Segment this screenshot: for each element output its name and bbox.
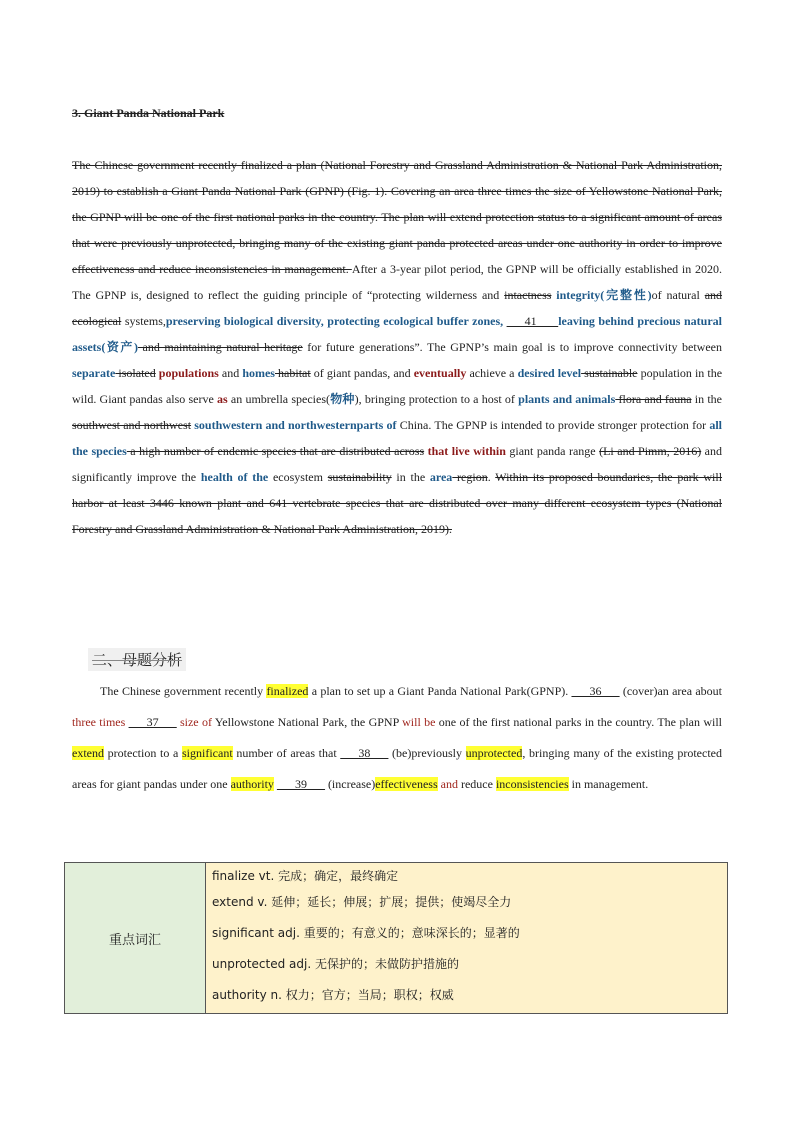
text-run: ___38___ bbox=[340, 746, 389, 760]
text-run: ___37___ bbox=[128, 715, 177, 729]
text-run: one of the first national parks in the country. The plan will bbox=[435, 715, 722, 729]
text-run: of natural bbox=[651, 288, 705, 302]
text-run: authority bbox=[230, 777, 274, 791]
text-run: (be)previously bbox=[388, 746, 466, 760]
text-run: and bbox=[440, 777, 458, 791]
text-run: intactness bbox=[504, 288, 552, 302]
text-run: for future generations”. The GPNP’s main goal is to improve connectivity between bbox=[302, 340, 722, 354]
text-run: plants and animals bbox=[518, 392, 616, 406]
text-run: all the species bbox=[72, 418, 722, 458]
text-run: Yellowstone National Park, the GPNP bbox=[211, 715, 403, 729]
text-run: 物种 bbox=[330, 392, 355, 406]
text-run: , bringing many of the existing protected areas for giant pandas under one bbox=[72, 746, 722, 791]
text-run: finalized bbox=[266, 684, 309, 698]
vocab-entry: authority n. 权力；官方；当局；职权；权威 bbox=[212, 988, 454, 1002]
text-run: sustainability bbox=[327, 470, 392, 484]
text-run: habitat bbox=[274, 366, 311, 380]
vocabulary-table bbox=[64, 862, 728, 1014]
section-heading: 3. Giant Panda National Park bbox=[72, 106, 225, 120]
text-run: ___41___ bbox=[506, 314, 559, 328]
text-run: effectiveness bbox=[375, 777, 438, 791]
text-run: of giant pandas, and bbox=[310, 366, 414, 380]
text-run: three times bbox=[72, 715, 126, 729]
vocab-label: 重点词汇 bbox=[65, 863, 206, 1014]
text-run: that live within bbox=[424, 444, 506, 458]
text-run: area bbox=[429, 470, 453, 484]
text-run: desired level bbox=[517, 366, 582, 380]
text-run: and ecological bbox=[72, 288, 723, 328]
text-run: ), bringing protection to a host of bbox=[354, 392, 519, 406]
text-run: number of areas that bbox=[232, 746, 341, 760]
text-run: a high number of endemic species that are distributed across bbox=[126, 444, 425, 458]
text-run: ___39___ bbox=[276, 777, 325, 791]
text-run: (cover)an area about bbox=[619, 684, 723, 698]
passage-paragraph bbox=[72, 152, 722, 542]
text-run: systems, bbox=[121, 314, 166, 328]
text-run: in the bbox=[691, 392, 722, 406]
text-run: southwest and northwest bbox=[72, 418, 192, 432]
text-run: The Chinese government recently bbox=[100, 684, 267, 698]
text-run: eventually bbox=[413, 366, 467, 380]
text-run: region bbox=[452, 470, 488, 484]
text-run: reduce bbox=[457, 777, 496, 791]
text-run: homes bbox=[242, 366, 275, 380]
text-run: in the bbox=[391, 470, 430, 484]
text-run: ___36___ bbox=[571, 684, 620, 698]
vocab-entry: significant adj. 重要的；有意义的；意味深长的；显著的 bbox=[212, 926, 520, 940]
text-run: achieve a bbox=[466, 366, 518, 380]
text-run: separate bbox=[72, 366, 116, 380]
text-run: and bbox=[218, 366, 243, 380]
text-run: southwestern and northwesternparts of bbox=[191, 418, 400, 432]
text-run: in management. bbox=[568, 777, 649, 791]
text-run: populations bbox=[155, 366, 219, 380]
text-run: After a 3-year pilot period, the GPNP will be officially established in 2020. The GPNP is, designed to reflect the guiding principle of “protecting wilderness and bbox=[72, 262, 722, 302]
text-run: unprotected bbox=[465, 746, 523, 760]
vocab-entry: finalize vt. 完成；确定，最终确定 bbox=[212, 869, 399, 883]
text-run: isolated bbox=[115, 366, 156, 380]
text-run: . bbox=[487, 470, 496, 484]
text-run: integrity(完整性) bbox=[551, 288, 652, 302]
text-run: and significantly improve the bbox=[72, 444, 723, 484]
text-run: Within its proposed boundaries, the park will harbor at least 3446 known plant and 641 vertebrate species that are distributed over many different ecosystem types (National Forestry and Grassland Administration & National Park Administration, 2019). bbox=[72, 470, 723, 536]
vocab-items bbox=[206, 863, 728, 1014]
text-run: sustainable bbox=[581, 366, 638, 380]
text-run: population in the wild. Giant pandas also serve bbox=[72, 366, 723, 406]
text-run: a plan to set up a Giant Panda National Park(GPNP). bbox=[308, 684, 572, 698]
text-run: (Li and Pimm, 2016) bbox=[599, 444, 702, 458]
text-run: preserving biological diversity, protecting ecological buffer zones, bbox=[165, 314, 507, 328]
text-run: giant panda range bbox=[505, 444, 600, 458]
text-run: leaving behind precious natural assets(资产) bbox=[72, 314, 722, 354]
vocab-entry: extend v. 延伸；延长；伸展；扩展；提供；使竭尽全力 bbox=[212, 895, 512, 909]
text-run: size of bbox=[179, 715, 212, 729]
text-run: flora and fauna bbox=[615, 392, 692, 406]
text-run: (increase) bbox=[324, 777, 376, 791]
analysis-paragraph bbox=[72, 676, 722, 800]
text-run: protection to a bbox=[104, 746, 183, 760]
section-title-analysis: 二、母题分析 bbox=[88, 648, 186, 671]
text-run: an umbrella species( bbox=[227, 392, 330, 406]
text-run: The Chinese government recently finalized a plan (National Forestry and Grassland Administration & National Park Administration, 2019) to establish a Giant Panda National Park (GPNP) (Fig. 1). Covering an area three times the size of Yellowstone National Park, the GPNP will be one of the first national parks in the country. The plan will extend protection status to a significant amount of areas that were previously unprotected, bringing many of the existing giant panda protected areas under one authority in order to improve effectiveness and reduce inconsistencies in management. bbox=[72, 158, 722, 276]
text-run: inconsistencies bbox=[495, 777, 569, 791]
text-run: health of the bbox=[200, 470, 273, 484]
text-run: China. The GPNP is intended to provide stronger protection for bbox=[399, 418, 710, 432]
text-run: and maintaining natural heritage bbox=[137, 340, 303, 354]
text-run: as bbox=[217, 392, 228, 406]
text-run: extend bbox=[72, 746, 104, 760]
text-run: ecosystem bbox=[272, 470, 328, 484]
text-run: will be bbox=[402, 715, 436, 729]
vocab-entry: unprotected adj. 无保护的；未做防护措施的 bbox=[212, 957, 459, 971]
text-run: significant bbox=[182, 746, 233, 760]
